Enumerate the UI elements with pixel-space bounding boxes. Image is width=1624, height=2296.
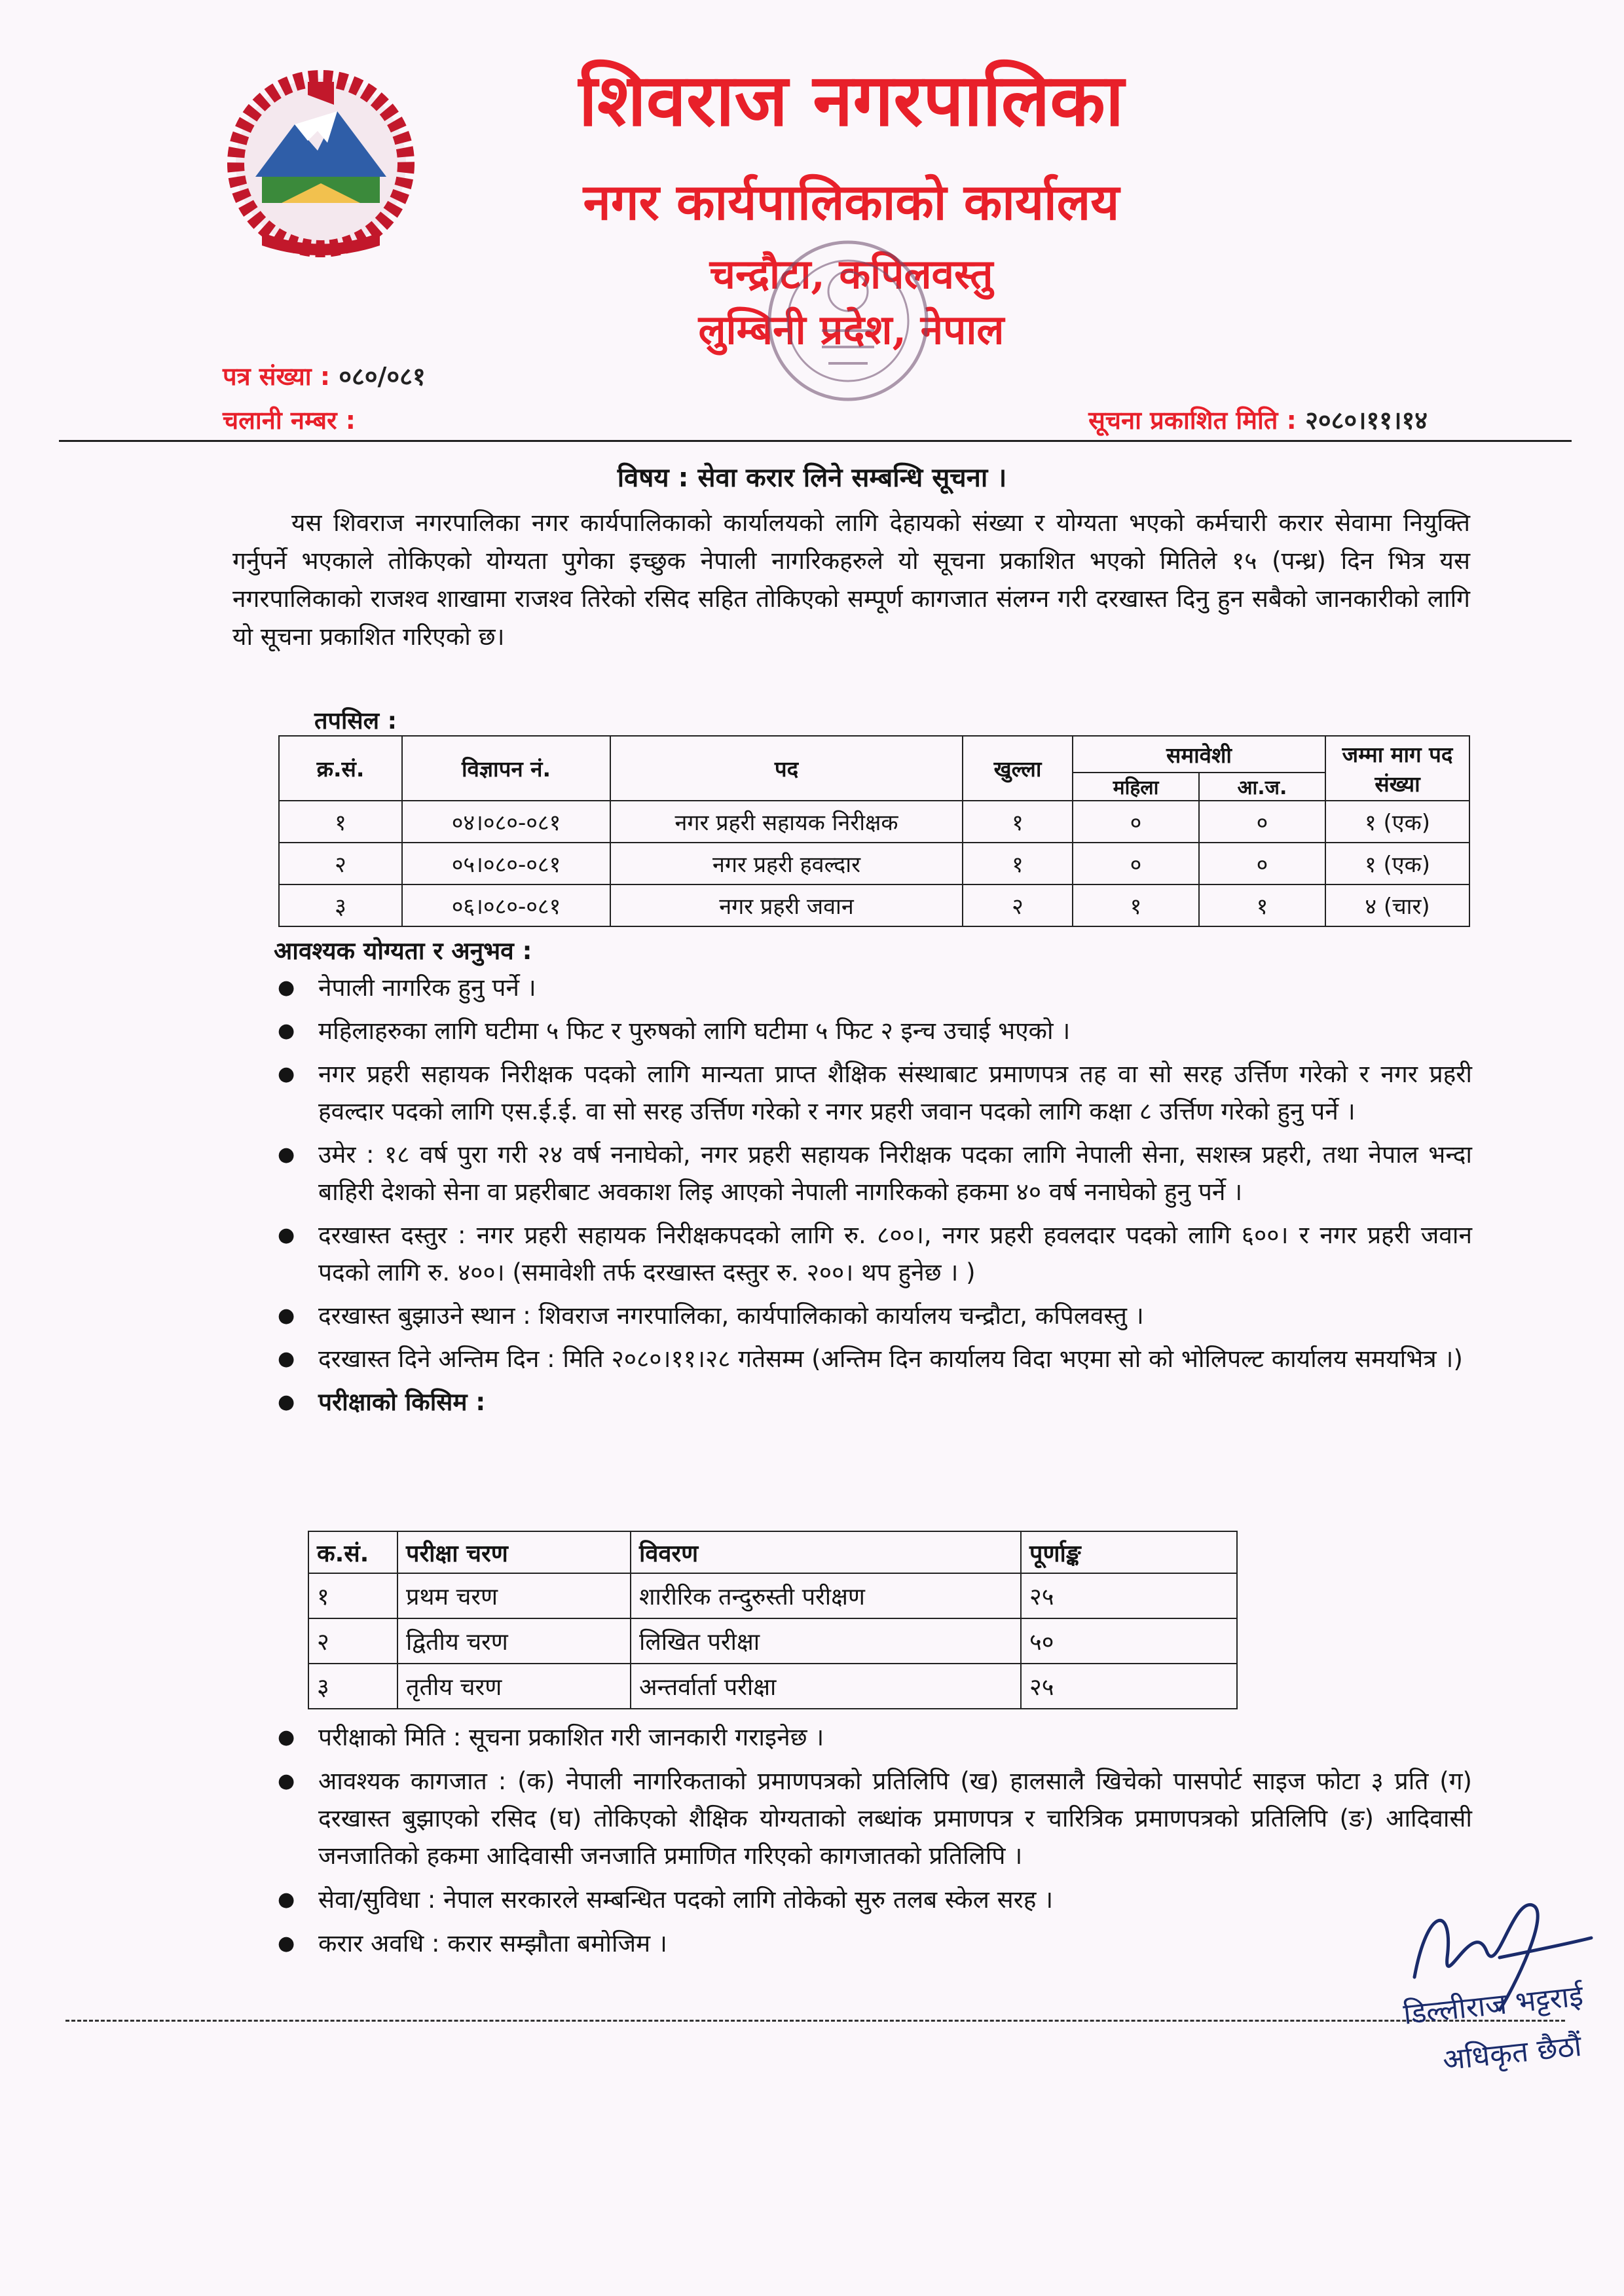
cell-open: १ bbox=[963, 843, 1073, 884]
cell-post: नगर प्रहरी सहायक निरीक्षक bbox=[610, 801, 963, 843]
cell-women: ० bbox=[1073, 801, 1199, 843]
header-sn: क्र.सं. bbox=[279, 736, 402, 801]
cell-indigenous: ० bbox=[1199, 801, 1325, 843]
table-row bbox=[308, 1573, 1237, 1618]
cell-total: ४ (चार) bbox=[1325, 884, 1469, 926]
cell-detail: शारीरिक तन्दुरुस्ती परीक्षण bbox=[631, 1573, 1021, 1618]
subject-line: विषय : सेवा करार लिने सम्बन्धि सूचना । bbox=[617, 463, 1007, 493]
post-table bbox=[278, 735, 1470, 927]
bullet-icon: ● bbox=[278, 1019, 295, 1042]
cell-stage: द्वितीय चरण bbox=[397, 1618, 631, 1664]
cell-sn: २ bbox=[279, 843, 402, 884]
header-total: जम्मा माग पद संख्या bbox=[1325, 736, 1469, 801]
cell-sn: १ bbox=[308, 1573, 397, 1618]
cell-open: २ bbox=[963, 884, 1073, 926]
list-item: ● नेपाली नागरिक हुनु पर्ने । bbox=[274, 969, 1472, 1006]
letter-number: पत्र संख्या : ०८०/०८१ bbox=[223, 362, 426, 391]
qualification-heading: आवश्यक योग्यता र अनुभव : bbox=[274, 937, 532, 965]
details-label: तपसिल : bbox=[314, 708, 397, 735]
list-item: ● दरखास्त दस्तुर : नगर प्रहरी सहायक निरीक्षकपदको लागि रु. ८००।, नगर प्रहरी हवलदार पदको लागि ६००। र नगर प्रहरी जवान पदको लागि रु. ४००। (समावेशी तर्फ दरखास्त दस्तुर रु. २००। थप हुनेछ । ) bbox=[274, 1216, 1472, 1291]
address-line: चन्द्रौटा, कपिलवस्तु bbox=[709, 250, 993, 298]
list-item: ● नगर प्रहरी सहायक निरीक्षक पदको लागि मान्यता प्राप्त शैक्षिक संस्थाबाट प्रमाणपत्र तह वा सो सरह उर्त्तिण गरेको र नगर प्रहरी हवल्दार पदको लागि एस.ई.ई. वा सो सरह उर्त्तिण गरेको र नगर प्रहरी जवान पदको लागि कक्षा ८ उर्त्तिण गरेको हुनु पर्ने । bbox=[274, 1055, 1472, 1130]
table-row bbox=[308, 1618, 1237, 1664]
list-item: ● परीक्षाको किसिम : bbox=[274, 1383, 1472, 1421]
bullet-icon: ● bbox=[278, 1888, 295, 1911]
list-item: ● परीक्षाको मिति : सूचना प्रकाशित गरी जानकारी गराइनेछ । bbox=[274, 1719, 1472, 1756]
bullet-icon: ● bbox=[278, 1143, 295, 1166]
list-item: ● दरखास्त दिने अन्तिम दिन : मिति २०८०।११।२८ गतेसम्म (अन्तिम दिन कार्यालय विदा भएमा सो को भोलिपल्ट कार्यालय समयभित्र ।) bbox=[274, 1340, 1472, 1377]
exam-table bbox=[308, 1531, 1238, 1709]
cell-total: १ (एक) bbox=[1325, 843, 1469, 884]
cell-ad-no: ०४।०८०-०८१ bbox=[402, 801, 610, 843]
publish-date: सूचना प्रकाशित मिति : २०८०।११।१४ bbox=[1088, 406, 1428, 435]
cell-women: ० bbox=[1073, 843, 1199, 884]
cell-post: नगर प्रहरी जवान bbox=[610, 884, 963, 926]
cell-sn: ३ bbox=[279, 884, 402, 926]
list-item: ● महिलाहरुका लागि घटीमा ५ फिट र पुरुषको लागि घटीमा ५ फिट २ इन्च उचाई भएको । bbox=[274, 1012, 1472, 1049]
list-item: ● करार अवधि : करार सम्झौता बमोजिम । bbox=[274, 1925, 1472, 1962]
nepal-emblem-icon bbox=[203, 65, 439, 262]
header-detail: विवरण bbox=[631, 1531, 1021, 1573]
cell-sn: ३ bbox=[308, 1664, 397, 1709]
cell-ad-no: ०६।०८०-०८१ bbox=[402, 884, 610, 926]
cell-indigenous: १ bbox=[1199, 884, 1325, 926]
cell-stage: प्रथम चरण bbox=[397, 1573, 631, 1618]
header-indigenous: आ.ज. bbox=[1199, 773, 1325, 801]
bullet-icon: ● bbox=[278, 976, 295, 999]
province-line: लुम्बिनी प्रदेश, नेपाल bbox=[698, 306, 1005, 354]
cell-open: १ bbox=[963, 801, 1073, 843]
cell-stage: तृतीय चरण bbox=[397, 1664, 631, 1709]
cell-indigenous: ० bbox=[1199, 843, 1325, 884]
table-row bbox=[279, 884, 1469, 926]
header-sn: क.सं. bbox=[308, 1531, 397, 1573]
cell-sn: २ bbox=[308, 1618, 397, 1664]
org-title: शिवराज नगरपालिका bbox=[578, 58, 1124, 142]
list-item: ● सेवा/सुविधा : नेपाल सरकारले सम्बन्धित पदको लागि तोकेको सुरु तलब स्केल सरह । bbox=[274, 1881, 1472, 1918]
bullet-icon: ● bbox=[278, 1932, 295, 1955]
cell-women: १ bbox=[1073, 884, 1199, 926]
list-item: ● दरखास्त बुझाउने स्थान : शिवराज नगरपालिका, कार्यपालिकाको कार्यालय चन्द्रौटा, कपिलवस्तु । bbox=[274, 1297, 1472, 1334]
header-women: महिला bbox=[1073, 773, 1199, 801]
qualification-list bbox=[274, 969, 1472, 1427]
office-seal-icon bbox=[760, 232, 936, 409]
bullet-icon: ● bbox=[278, 1770, 295, 1793]
letter-number-value: ०८०/०८१ bbox=[339, 362, 426, 391]
header-post: पद bbox=[610, 736, 963, 801]
office-title: नगर कार्यपालिकाको कार्यालय bbox=[583, 173, 1120, 231]
header-marks: पूर्णाङ्क bbox=[1021, 1531, 1237, 1573]
header-open: खुल्ला bbox=[963, 736, 1073, 801]
cell-ad-no: ०५।०८०-०८१ bbox=[402, 843, 610, 884]
table-row bbox=[308, 1664, 1237, 1709]
body-paragraph: यस शिवराज नगरपालिका नगर कार्यपालिकाको कार्यालयको लागि देहायको संख्या र योग्यता भएको कर्मचारी करार सेवामा नियुक्ति गर्नुपर्ने भएकाले तोकिएको योग्यता पुगेका इच्छुक नेपाली नागरिकहरुले यो सूचना प्रकाशित भएको मितिले १५ (पन्ध्र) दिन भित्र यस नगरपालिकाको राजश्व शाखामा राजश्व तिरेको रसिद सहित तोकिएको सम्पूर्ण कागजात संलग्न गरी दरखास्त दिनु हुन सबैको जानकारीको लागि यो सूचना प्रकाशित गरिएको छ। bbox=[232, 509, 1470, 651]
signatory-title: अधिकृत छैठौं bbox=[1441, 2029, 1583, 2077]
list-item: ● आवश्यक कागजात : (क) नेपाली नागरिकताको प्रमाणपत्रको प्रतिलिपि (ख) हालसालै खिचेको पासपोर्ट साइज फोटा ३ प्रति (ग) दरखास्त बुझाएको रसिद (घ) तोकिएको शैक्षिक योग्यताको लब्धांक प्रमाणपत्र र चारित्रिक प्रमाणपत्रको प्रतिलिपि (ङ) आदिवासी जनजातिको हकमा आदिवासी जनजाति प्रमाणित गरिएको कागजातको प्रतिलिपि । bbox=[274, 1762, 1472, 1874]
header-divider bbox=[59, 440, 1572, 442]
additional-info-list bbox=[274, 1719, 1472, 1969]
bullet-icon: ● bbox=[278, 1391, 295, 1413]
list-item: ● उमेर : १८ वर्ष पुरा गरी २४ वर्ष ननाघेको, नगर प्रहरी सहायक निरीक्षक पदका लागि नेपाली सेना, सशस्त्र प्रहरी, तथा नेपाल भन्दा बाहिरी देशको सेना वा प्रहरीबाट अवकाश लिइ आएको नेपाली नागरिकको हकमा ४० वर्ष ननाघेको हुनु पर्ने । bbox=[274, 1136, 1472, 1211]
bullet-icon: ● bbox=[278, 1304, 295, 1327]
cell-marks: ५० bbox=[1021, 1618, 1237, 1664]
cell-marks: २५ bbox=[1021, 1664, 1237, 1709]
cell-sn: १ bbox=[279, 801, 402, 843]
cell-total: १ (एक) bbox=[1325, 801, 1469, 843]
header-stage: परीक्षा चरण bbox=[397, 1531, 631, 1573]
header-ad-no: विज्ञापन नं. bbox=[402, 736, 610, 801]
dispatch-number: चलानी नम्बर : bbox=[223, 406, 356, 435]
table-row bbox=[279, 843, 1469, 884]
cell-marks: २५ bbox=[1021, 1573, 1237, 1618]
table-row bbox=[279, 801, 1469, 843]
bullet-icon: ● bbox=[278, 1726, 295, 1749]
cell-detail: अन्तर्वार्ता परीक्षा bbox=[631, 1664, 1021, 1709]
cell-detail: लिखित परीक्षा bbox=[631, 1618, 1021, 1664]
bullet-icon: ● bbox=[278, 1224, 295, 1247]
header-inclusive: समावेशी bbox=[1073, 736, 1325, 773]
signatory-name: डिल्लीराज भट्टराई bbox=[1401, 1979, 1585, 2032]
bullet-icon: ● bbox=[278, 1063, 295, 1085]
footer-divider bbox=[65, 2020, 1565, 2022]
publish-date-value: २०८०।११।१४ bbox=[1305, 406, 1428, 435]
bullet-icon: ● bbox=[278, 1347, 295, 1370]
cell-post: नगर प्रहरी हवल्दार bbox=[610, 843, 963, 884]
